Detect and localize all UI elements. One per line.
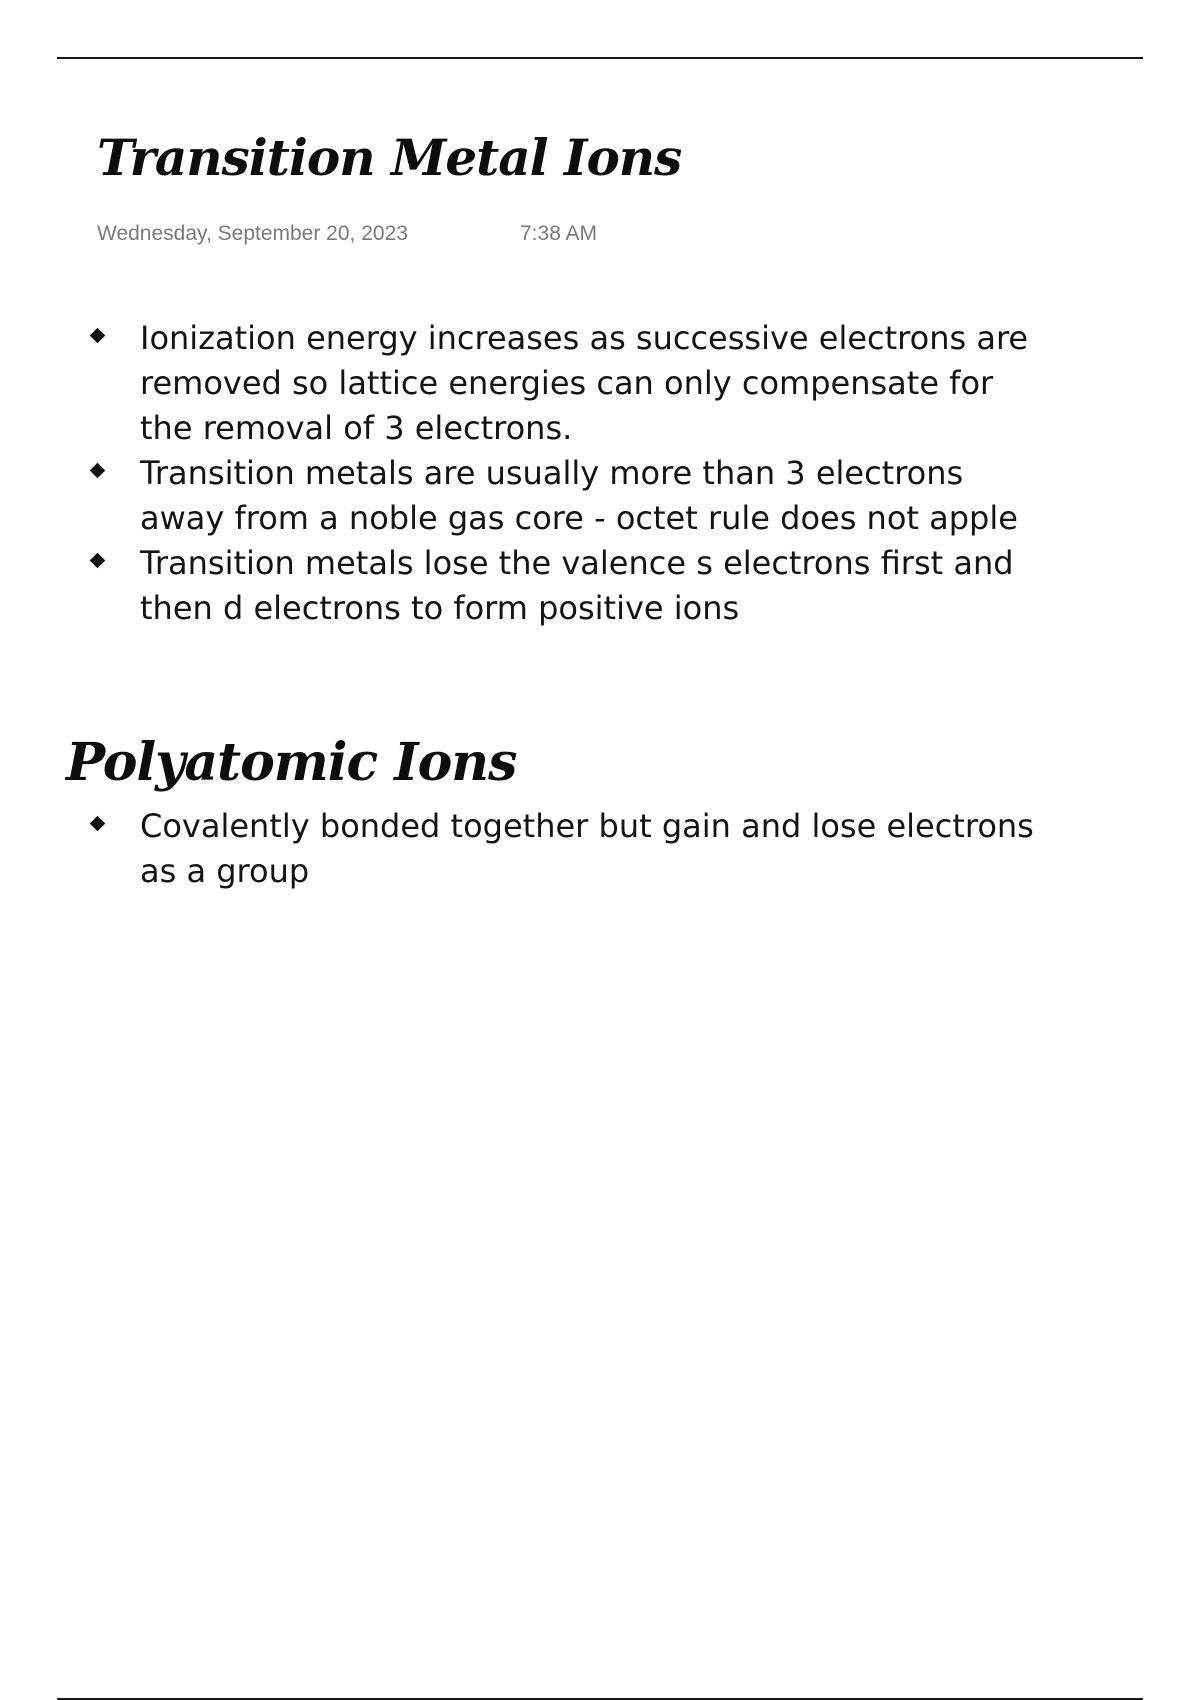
page-time: 7:38 AM	[520, 222, 598, 245]
list-item	[0, 451, 1040, 541]
polyatomic-notes-list	[0, 804, 1040, 894]
diamond-bullet-icon	[90, 816, 106, 832]
list-item-text: Ionization energy increases as successive electrons are removed so lattice energies can only compensate for the removal of 3 electrons.	[140, 319, 1029, 447]
top-divider	[57, 57, 1143, 59]
diamond-bullet-icon	[90, 328, 106, 344]
list-item	[0, 804, 1040, 894]
list-item	[0, 316, 1040, 451]
page-date: Wednesday, September 20, 2023	[97, 222, 408, 245]
diamond-bullet-icon	[90, 553, 106, 569]
section-heading-polyatomic-ions: Polyatomic Ions	[66, 732, 517, 793]
list-item-text: Covalently bonded together but gain and lose electrons as a group	[140, 807, 1034, 890]
page-title: Transition Metal Ions	[97, 128, 682, 187]
list-item-text: Transition metals are usually more than 3 electrons away from a noble gas core - octet rule does not apple	[140, 454, 1018, 537]
diamond-bullet-icon	[90, 463, 106, 479]
list-item-text: Transition metals lose the valence s electrons first and then d electrons to form positive ions	[140, 544, 1014, 627]
transition-metal-notes-list	[0, 316, 1040, 631]
list-item	[0, 541, 1040, 631]
